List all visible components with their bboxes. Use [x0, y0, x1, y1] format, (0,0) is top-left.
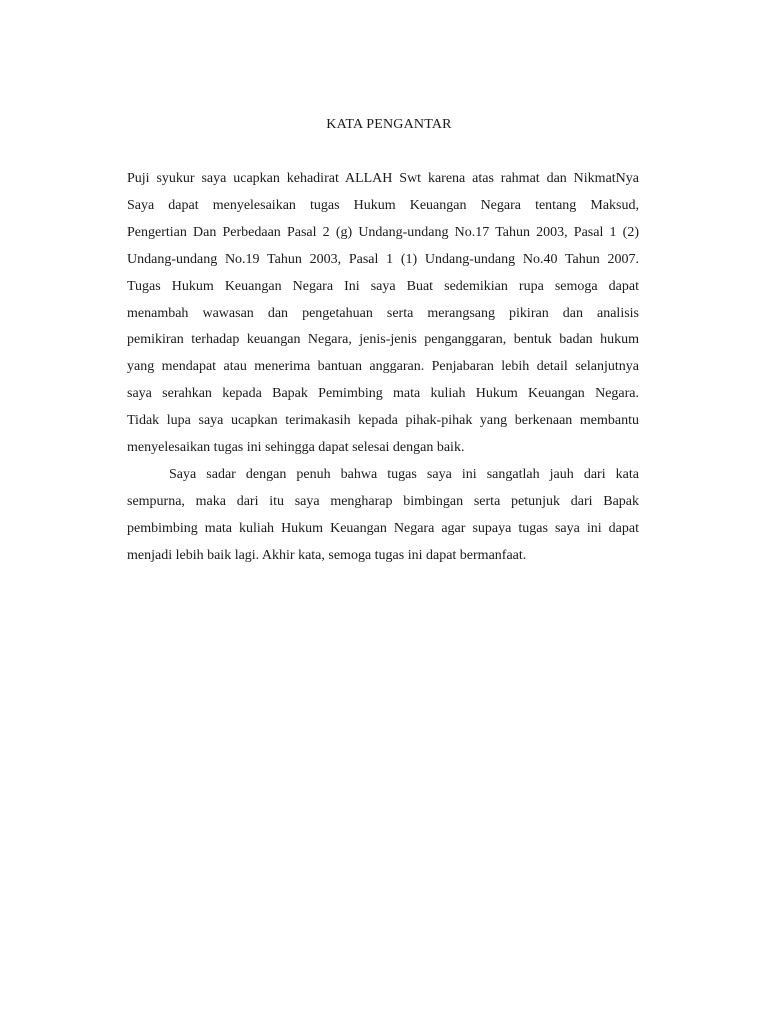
text-line: sempurna, maka dari itu saya mengharap bimbingan serta petunjuk dari Bapak: [127, 493, 639, 509]
text-line: Puji syukur saya ucapkan kehadirat ALLAH Swt karena atas rahmat dan NikmatNya: [127, 171, 639, 186]
document-body: [127, 166, 639, 570]
paragraph-2: [127, 462, 639, 570]
text-line: pembimbing mata kuliah Hukum Keuangan Negara agar supaya tugas saya ini dapat: [127, 520, 639, 536]
text-line: Saya dapat menyelesaikan tugas Hukum Keuangan Negara tentang Maksud,: [127, 197, 639, 213]
text-line: yang mendapat atau menerima bantuan anggaran. Penjabaran lebih detail selanjutnya: [127, 359, 639, 375]
text-line: pemikiran terhadap keuangan Negara, jenis-jenis penganggaran, bentuk badan hukum: [127, 332, 639, 348]
page-title: KATA PENGANTAR: [326, 117, 452, 132]
text-line: menyelesaikan tugas ini sehingga dapat selesai dengan baik.: [127, 440, 465, 456]
text-line: Pengertian Dan Perbedaan Pasal 2 (g) Undang-undang No.17 Tahun 2003, Pasal 1 (2): [127, 224, 639, 240]
text-line: menambah wawasan dan pengetahuan serta merangsang pikiran dan analisis: [127, 305, 639, 321]
text-line: menjadi lebih baik lagi. Akhir kata, semoga tugas ini dapat bermanfaat.: [127, 547, 527, 563]
paragraph-1: [127, 166, 639, 462]
text-line: Undang-undang No.19 Tahun 2003, Pasal 1 (1) Undang-undang No.40 Tahun 2007.: [127, 251, 639, 267]
text-line: Tugas Hukum Keuangan Negara Ini saya Buat sedemikian rupa semoga dapat: [127, 278, 639, 294]
text-line: Tidak lupa saya ucapkan terimakasih kepada pihak-pihak yang berkenaan membantu: [127, 413, 639, 429]
text-line: saya serahkan kepada Bapak Pemimbing mata kuliah Hukum Keuangan Negara.: [127, 386, 639, 402]
text-line: Saya sadar dengan penuh bahwa tugas saya ini sangatlah jauh dari kata: [169, 466, 639, 482]
